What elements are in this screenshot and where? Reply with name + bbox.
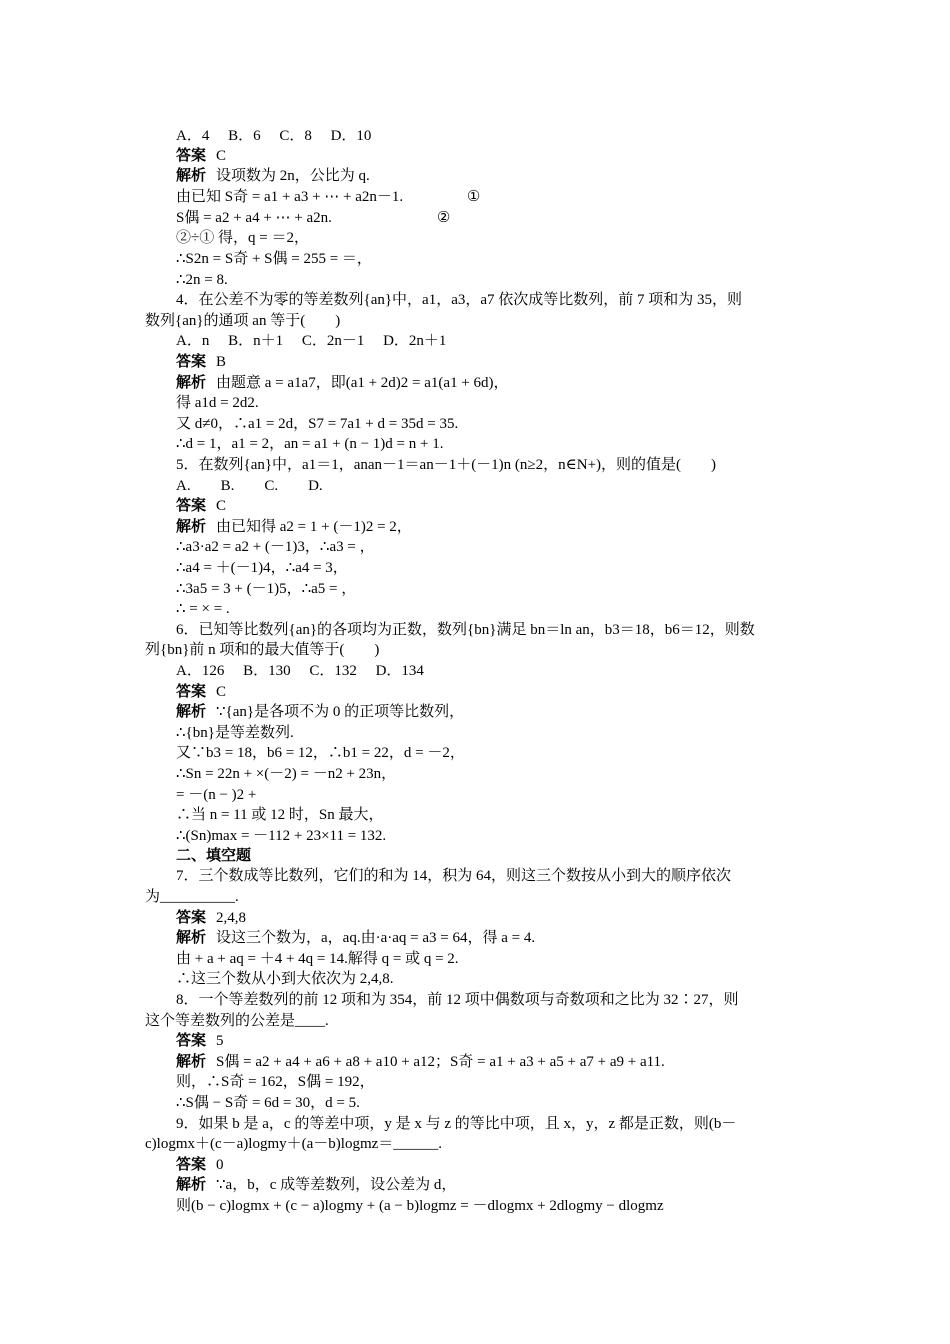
line-text: ∴a4 = ＋(－1)4，∴a4 = 3， xyxy=(176,560,348,576)
text-line xyxy=(145,1134,442,1154)
text-line xyxy=(176,290,742,310)
line-text: ∴3a5 = 3 + (－1)5，∴a5 = ， xyxy=(176,581,357,597)
text-line xyxy=(176,393,259,413)
label-tag: 解析 xyxy=(176,704,207,720)
line-text: = －(n − )2 + xyxy=(176,787,257,803)
line-text: ∴2n = 8. xyxy=(176,272,228,288)
label-tag: 答案 xyxy=(176,910,207,926)
text-line xyxy=(176,620,755,640)
text-line xyxy=(176,1196,664,1216)
text-line xyxy=(176,1114,736,1134)
line-text: ∴S偶 − S奇 = 6d = 30，d = 5. xyxy=(176,1095,360,1111)
line-text: 4．在公差不为零的等差数列{an}中，a1，a3，a7 依次成等比数列，前 7 项和为 35，则 xyxy=(176,292,743,308)
line-text: 8．一个等差数列的前 12 项和为 354，前 12 项中偶数项与奇数项和之比为 32∶27，则 xyxy=(176,992,739,1008)
text-line xyxy=(176,928,535,948)
text-line xyxy=(176,476,323,496)
line-text: 6．已知等比数列{an}的各项均为正数，数列{bn}满足 bn＝ln an，b3＝18，b6＝12，则数 xyxy=(176,622,755,638)
line-text: ∴Sn = 22n + ×(－2) = －n2 + 23n， xyxy=(176,766,397,782)
line-text: ∴{bn}是等差数列. xyxy=(176,725,294,741)
text-line xyxy=(176,373,509,393)
line-text: C xyxy=(216,498,227,514)
text-line xyxy=(176,1093,360,1113)
line-text: ∴(Sn)max = －112 + 23×11 = 132. xyxy=(176,828,387,844)
text-line xyxy=(176,846,251,866)
line-text: c)logmx＋(c－a)logmy＋(a－b)logmz＝______. xyxy=(145,1136,443,1152)
line-text: ∴S2n = S奇 + S偶 = 255 = ＝， xyxy=(176,251,372,267)
line-text: S偶 = a2 + a4 + ⋯ + a2n. ② xyxy=(176,210,451,226)
text-line xyxy=(176,434,443,454)
line-text: ∴当 n = 11 或 12 时，Sn 最大， xyxy=(176,807,384,823)
text-line xyxy=(176,579,356,599)
line-text: ②÷① 得，q = ＝2， xyxy=(176,230,309,246)
line-text: A．4 B．6 C．8 D．10 xyxy=(176,128,372,144)
text-line xyxy=(176,166,370,186)
text-line xyxy=(176,126,371,146)
label-tag: 解析 xyxy=(176,168,207,184)
line-text: ∴这三个数从小到大依次为 2,4,8. xyxy=(176,971,394,987)
label-tag: 解析 xyxy=(176,375,207,391)
line-text: 为__________. xyxy=(145,889,239,905)
text-line xyxy=(176,866,731,886)
text-line xyxy=(176,682,226,702)
text-line xyxy=(176,805,384,825)
text-line xyxy=(176,517,412,537)
line-text: 由 + a + aq = ＋4 + 4q = 14.解得 q = 或 q = 2. xyxy=(176,951,459,967)
text-line xyxy=(176,1072,375,1092)
text-line xyxy=(176,455,716,475)
line-text: S偶 = a2 + a4 + a6 + a8 + a10 + a12；S奇 = a1 + a3 + a5 + a7 + a9 + a11. xyxy=(216,1054,665,1070)
text-line xyxy=(176,661,424,681)
text-line xyxy=(176,764,396,784)
text-line xyxy=(176,208,450,228)
text-line xyxy=(176,826,386,846)
line-text: 9．如果 b 是 a，c 的等差中项，y 是 x 与 z 的等比中项，且 x，y，z 都是正数，则(b－ xyxy=(176,1116,737,1132)
text-line xyxy=(176,1052,665,1072)
line-text: ∵{an}是各项不为 0 的正项等比数列， xyxy=(216,704,465,720)
line-text: ∴ = × = . xyxy=(176,601,230,617)
line-text: A．n B．n＋1 C．2n－1 D．2n＋1 xyxy=(176,333,447,349)
line-text: A．126 B．130 C．132 D．134 xyxy=(176,663,424,679)
label-tag: 答案 xyxy=(176,1033,207,1049)
line-text: B xyxy=(216,354,227,370)
text-line xyxy=(176,249,372,269)
text-line xyxy=(176,228,309,248)
label-tag: 答案 xyxy=(176,148,207,164)
text-line xyxy=(176,414,458,434)
line-text: 又 d≠0，∴a1 = 2d，S7 = 7a1 + d = 35d = 35. xyxy=(176,416,459,432)
line-text: C xyxy=(216,148,227,164)
text-line xyxy=(176,785,256,805)
line-text: ∵a，b，c 成等差数列，设公差为 d， xyxy=(216,1177,457,1193)
label-tag: 答案 xyxy=(176,498,207,514)
line-text: 设项数为 2n，公比为 q. xyxy=(216,168,370,184)
text-line xyxy=(176,969,394,989)
line-text: ∴d = 1，a1 = 2，an = a1 + (n − 1)d = n + 1. xyxy=(176,436,444,452)
text-line xyxy=(176,331,446,351)
text-line xyxy=(176,146,226,166)
line-text: 列{bn}前 n 项和的最大值等于( ) xyxy=(145,642,380,658)
label-tag: 解析 xyxy=(176,519,207,535)
line-text: 由已知 S奇 = a1 + a3 + ⋯ + a2n－1. ① xyxy=(176,189,481,205)
line-text: 由已知得 a2 = 1 + (－1)2 = 2， xyxy=(216,519,412,535)
label-tag: 解析 xyxy=(176,930,207,946)
label-tag: 答案 xyxy=(176,1157,207,1173)
text-line xyxy=(176,702,464,722)
label-tag: 答案 xyxy=(176,354,207,370)
line-text: 数列{an}的通项 an 等于( ) xyxy=(145,313,341,329)
line-text: 7．三个数成等比数列，它们的和为 14，积为 64，则这三个数按从小到大的顺序依次 xyxy=(176,868,732,884)
text-line xyxy=(176,908,246,928)
text-line xyxy=(176,1175,456,1195)
text-line xyxy=(176,949,459,969)
label-tag: 解析 xyxy=(176,1177,207,1193)
line-text: C xyxy=(216,684,227,700)
text-line xyxy=(145,640,379,660)
line-text: 又∵b3 = 18，b6 = 12，∴b1 = 22，d = －2， xyxy=(176,745,465,761)
line-text: 5．在数列{an}中，a1＝1，anan－1＝an－1＋(－1)n (n≥2，n∈N+)，则的值是( ) xyxy=(176,457,717,473)
label-tag: 答案 xyxy=(176,684,207,700)
line-text: 0 xyxy=(216,1157,224,1173)
line-text: 则，∴S奇 = 162，S偶 = 192， xyxy=(176,1074,375,1090)
line-text: 5 xyxy=(216,1033,224,1049)
line-text: ∴a3·a2 = a2 + (－1)3，∴a3 = ， xyxy=(176,539,375,555)
label-tag: 解析 xyxy=(176,1054,207,1070)
line-text: 则(b − c)logmx + (c − a)logmy + (a − b)logmz = －dlogmx + 2dlogmy − dlogmz xyxy=(176,1198,664,1214)
text-line xyxy=(176,1031,224,1051)
text-line xyxy=(176,187,480,207)
text-line xyxy=(145,1011,329,1031)
line-text: 得 a1d = 2d2. xyxy=(176,395,259,411)
line-text: 设这三个数为，a，aq.由·a·aq = a3 = 64，得 a = 4. xyxy=(216,930,536,946)
text-line xyxy=(176,743,465,763)
text-line xyxy=(145,311,340,331)
line-text: 这个等差数列的公差是____. xyxy=(145,1013,329,1029)
text-line xyxy=(176,723,294,743)
text-line xyxy=(176,537,375,557)
line-text: A. B. C. D. xyxy=(176,478,323,494)
text-line xyxy=(176,558,348,578)
text-line xyxy=(176,990,739,1010)
line-text: 二、填空题 xyxy=(176,848,252,864)
text-line xyxy=(176,496,226,516)
text-line xyxy=(176,352,226,372)
text-line xyxy=(176,270,228,290)
line-text: 由题意 a = a1a7，即(a1 + 2d)2 = a1(a1 + 6d)， xyxy=(216,375,509,391)
text-line xyxy=(145,887,239,907)
text-line xyxy=(176,599,230,619)
line-text: 2,4,8 xyxy=(216,910,247,926)
text-line xyxy=(176,1155,224,1175)
